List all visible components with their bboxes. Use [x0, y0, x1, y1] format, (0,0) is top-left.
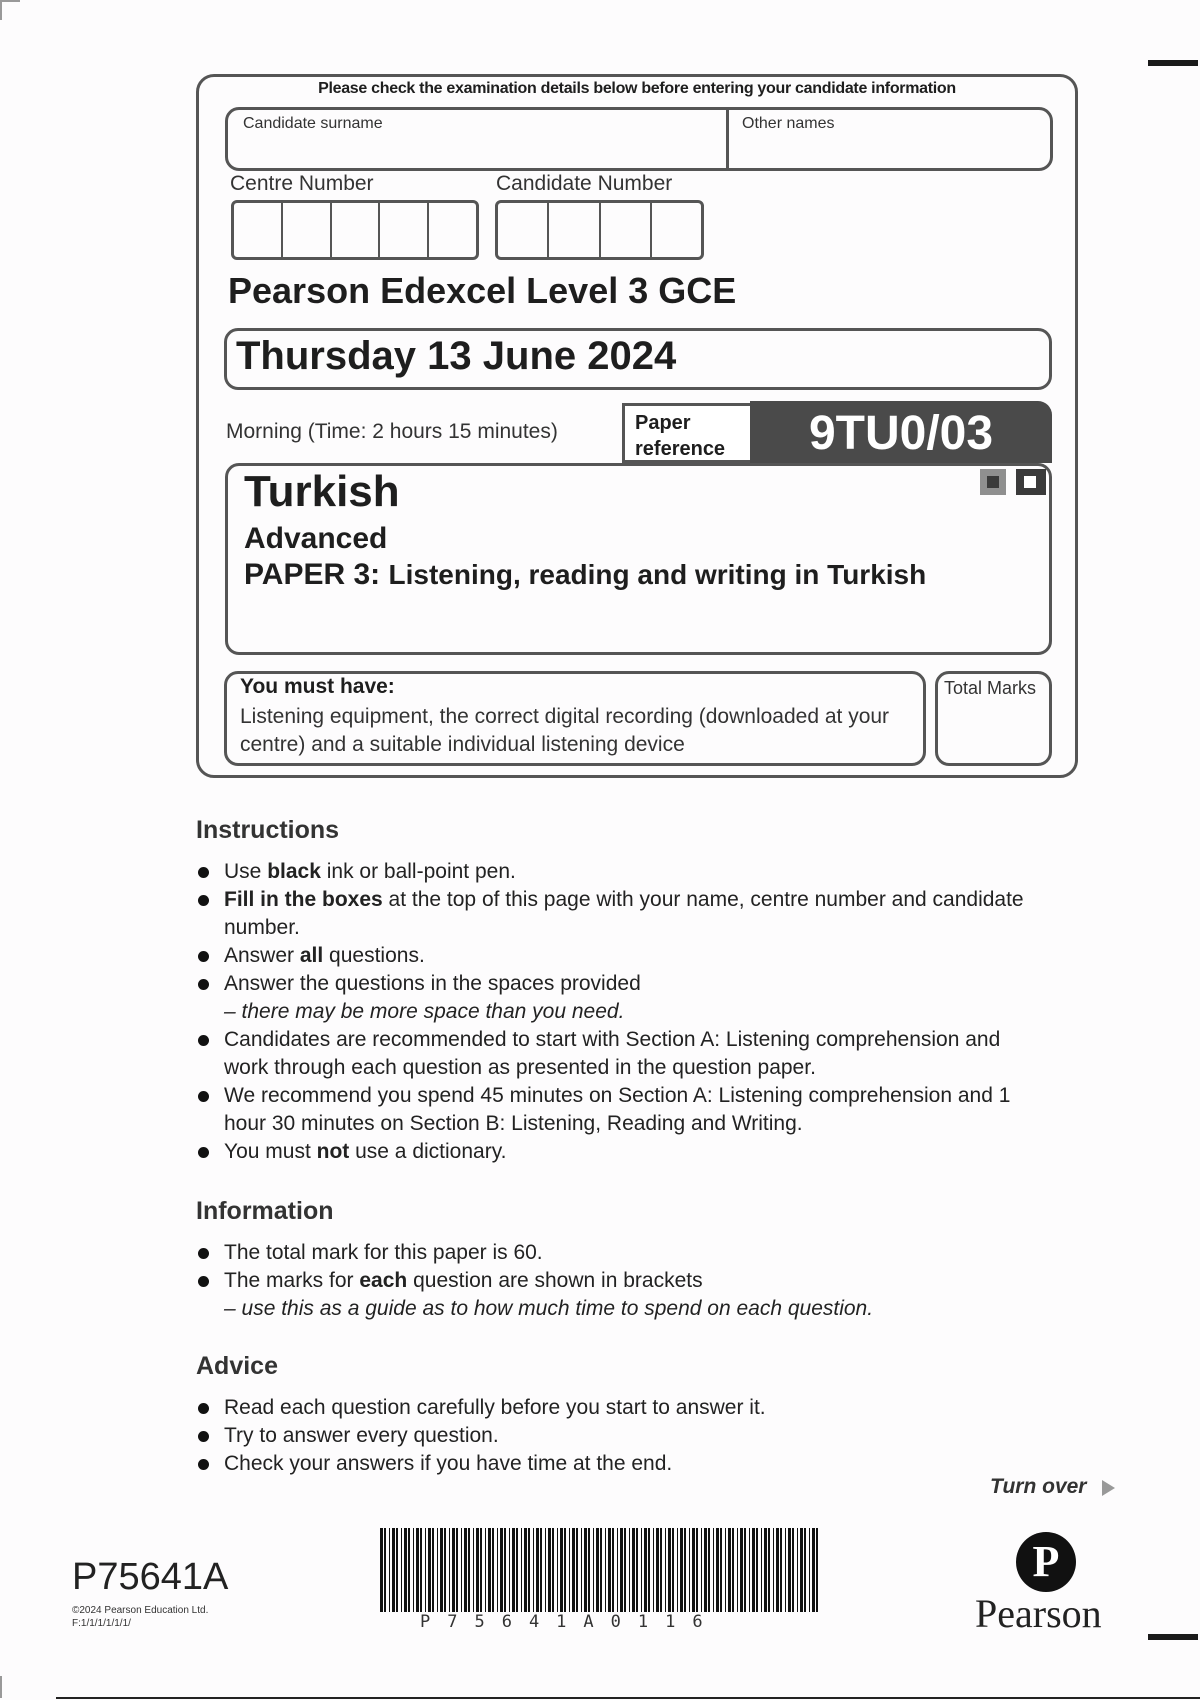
barcode-bar — [701, 1528, 702, 1612]
list-item-pre: Candidates are recommended to start with Section A: Listening comprehension and work through each question as presented in the question paper. — [224, 1028, 1001, 1079]
barcode-bar — [569, 1528, 570, 1612]
centre-number-boxes[interactable] — [231, 200, 479, 260]
barcode-bar — [392, 1528, 395, 1612]
barcode-bar — [764, 1528, 767, 1612]
barcode-bar — [521, 1528, 522, 1612]
list-item — [196, 1267, 1046, 1323]
barcode-bar — [440, 1528, 443, 1612]
barcode-bar — [492, 1528, 494, 1612]
candidate-number-boxes[interactable] — [495, 200, 704, 260]
barcode-bar — [425, 1528, 426, 1612]
paper-reference-label-line2: reference — [635, 438, 726, 460]
candidate-number-cell[interactable] — [498, 203, 549, 257]
barcode-bar — [444, 1528, 446, 1612]
registration-mark-bottom — [1148, 1634, 1198, 1640]
barcode-bar — [380, 1528, 383, 1612]
barcode-bar — [452, 1528, 455, 1612]
barcode-bar — [773, 1528, 774, 1612]
barcode-bar — [404, 1528, 407, 1612]
barcode-bar — [584, 1528, 587, 1612]
barcode-bar — [720, 1528, 722, 1612]
barcode-bar — [401, 1528, 402, 1612]
barcode-bar — [797, 1528, 798, 1612]
barcode-bar — [432, 1528, 434, 1612]
list-item-pre: Answer the questions in the spaces provided — [224, 972, 641, 995]
check-details-note: Please check the examination details below before entering your candidate information — [318, 80, 956, 97]
barcode-bar — [648, 1528, 650, 1612]
paper-reference-code: 9TU0/03 — [750, 401, 1052, 463]
barcode-bar — [528, 1528, 530, 1612]
paper-marker-icon-inner — [987, 476, 999, 488]
centre-number-cell[interactable] — [283, 203, 332, 257]
barcode-bar — [464, 1528, 467, 1612]
list-item-post: questions. — [323, 944, 425, 967]
list-item — [196, 886, 1046, 942]
registration-mark-top — [1148, 60, 1198, 66]
subject-title: Turkish — [244, 467, 400, 516]
barcode-bar — [408, 1528, 410, 1612]
barcode-bar — [632, 1528, 635, 1612]
barcode — [380, 1528, 820, 1616]
exam-session: Morning (Time: 2 hours 15 minutes) — [226, 420, 558, 443]
barcode-bar — [516, 1528, 518, 1612]
barcode-bar — [737, 1528, 738, 1612]
list-item-pre: The total mark for this paper is 60. — [224, 1241, 543, 1264]
exam-date: Thursday 13 June 2024 — [236, 334, 677, 378]
barcode-bar — [696, 1528, 698, 1612]
barcode-bar — [788, 1528, 791, 1612]
barcode-bar — [545, 1528, 546, 1612]
barcode-bar — [428, 1528, 431, 1612]
barcode-bar — [612, 1528, 614, 1612]
list-item — [196, 1394, 1046, 1422]
barcode-bar — [500, 1528, 503, 1612]
list-item — [196, 942, 1046, 970]
list-item-pre: We recommend you spend 45 minutes on Section A: Listening comprehension and 1 hour 30 minutes on Section B: Listening, Reading and Writing. — [224, 1084, 1011, 1135]
barcode-bar — [564, 1528, 566, 1612]
instructions-list — [196, 858, 1046, 1166]
barcode-bar — [780, 1528, 782, 1612]
list-item — [196, 1082, 1046, 1138]
barcode-bar — [512, 1528, 515, 1612]
candidate-number-label: Candidate Number — [496, 172, 673, 195]
barcode-bar — [396, 1528, 398, 1612]
awarding-body-title: Pearson Edexcel Level 3 GCE — [228, 270, 737, 311]
barcode-bar — [588, 1528, 590, 1612]
paper-marker-icon-dark-inner — [1024, 476, 1036, 488]
barcode-bar — [665, 1528, 666, 1612]
barcode-bar — [812, 1528, 815, 1612]
name-box-divider — [726, 107, 729, 171]
barcode-bar — [744, 1528, 746, 1612]
barcode-bar — [816, 1528, 818, 1612]
barcode-bar — [761, 1528, 762, 1612]
barcode-bar — [656, 1528, 659, 1612]
barcode-bar — [552, 1528, 554, 1612]
bottom-rule — [56, 1697, 1200, 1699]
centre-number-cell[interactable] — [380, 203, 429, 257]
barcode-bar — [509, 1528, 510, 1612]
barcode-bar — [473, 1528, 474, 1612]
list-item-pre: The marks for — [224, 1269, 360, 1292]
candidate-number-cell[interactable] — [549, 203, 600, 257]
list-item-pre: Answer — [224, 944, 300, 967]
list-item-pre: Read each question carefully before you start to answer it. — [224, 1396, 766, 1419]
barcode-bar — [689, 1528, 690, 1612]
barcode-bar — [437, 1528, 438, 1612]
barcode-bar — [540, 1528, 542, 1612]
copyright-block — [72, 1604, 208, 1630]
barcode-bar — [536, 1528, 539, 1612]
barcode-bar — [420, 1528, 422, 1612]
barcode-bar — [624, 1528, 626, 1612]
list-item-sub: – use this as a guide as to how much time to spend on each question. — [224, 1297, 874, 1320]
paper-description: Listening, reading and writing in Turkish — [388, 559, 927, 590]
barcode-bar — [596, 1528, 599, 1612]
barcode-bar — [480, 1528, 482, 1612]
list-item — [196, 1239, 1046, 1267]
barcode-bar — [468, 1528, 470, 1612]
list-item-bold: black — [267, 860, 321, 883]
pearson-logo-word: Pearson — [975, 1591, 1102, 1636]
paper-reference-label-line1: Paper — [635, 412, 691, 434]
turn-over-label: Turn over — [990, 1475, 1087, 1498]
centre-number-label: Centre Number — [230, 172, 374, 195]
list-item-post: ink or ball-point pen. — [320, 860, 516, 883]
barcode-bar — [809, 1528, 810, 1612]
paper-number: PAPER 3: — [244, 558, 381, 591]
list-item-bold: not — [316, 1140, 350, 1163]
barcode-bar — [533, 1528, 534, 1612]
barcode-bar — [749, 1528, 750, 1612]
barcode-bar — [716, 1528, 719, 1612]
barcode-bar — [524, 1528, 527, 1612]
pearson-logo-icon — [1016, 1532, 1076, 1592]
barcode-bar — [605, 1528, 606, 1612]
crop-mark-bottom-left — [0, 1676, 20, 1698]
print-code: F:1/1/1/1/1/1/ — [72, 1618, 131, 1629]
barcode-bar — [497, 1528, 498, 1612]
barcode-bar — [732, 1528, 734, 1612]
list-item-pre: Try to answer every question. — [224, 1424, 499, 1447]
list-item-post: use a dictionary. — [349, 1140, 507, 1163]
list-item-pre: Check your answers if you have time at the end. — [224, 1452, 673, 1475]
barcode-bar — [713, 1528, 714, 1612]
barcode-bar — [725, 1528, 726, 1612]
other-names-label: Other names — [742, 115, 835, 132]
list-item-bold: all — [299, 944, 324, 967]
barcode-bar — [449, 1528, 450, 1612]
must-have-heading: You must have: — [240, 675, 395, 698]
barcode-bar — [389, 1528, 390, 1612]
total-marks-label: Total Marks — [944, 678, 1037, 698]
barcode-bar — [636, 1528, 638, 1612]
list-item — [196, 1422, 1046, 1450]
barcode-bar — [653, 1528, 654, 1612]
barcode-bar — [476, 1528, 479, 1612]
barcode-bar — [800, 1528, 803, 1612]
barcode-bar — [560, 1528, 563, 1612]
barcode-bar — [485, 1528, 486, 1612]
centre-number-cell[interactable] — [234, 203, 283, 257]
barcode-bar — [672, 1528, 674, 1612]
barcode-bar — [776, 1528, 779, 1612]
barcode-bar — [792, 1528, 794, 1612]
barcode-bar — [708, 1528, 710, 1612]
barcode-bar — [456, 1528, 458, 1612]
barcode-bar — [413, 1528, 414, 1612]
barcode-bar — [488, 1528, 491, 1612]
barcode-bar — [608, 1528, 611, 1612]
barcode-bar — [600, 1528, 602, 1612]
barcode-bar — [557, 1528, 558, 1612]
turn-over-arrow-icon — [1102, 1480, 1115, 1496]
barcode-bar — [768, 1528, 770, 1612]
pearson-logo-letter: P — [1032, 1537, 1060, 1586]
candidate-number-cell[interactable] — [601, 203, 652, 257]
barcode-bar — [704, 1528, 707, 1612]
advice-list — [196, 1394, 1046, 1478]
barcode-bar — [641, 1528, 642, 1612]
barcode-bar — [785, 1528, 786, 1612]
barcode-bar — [576, 1528, 578, 1612]
subject-level: Advanced — [244, 522, 388, 555]
list-item-bold: Fill in the boxes — [224, 888, 383, 911]
barcode-bar — [680, 1528, 683, 1612]
list-item — [196, 1026, 1046, 1082]
information-list — [196, 1239, 1046, 1323]
list-item-post: question are shown in brackets — [407, 1269, 703, 1292]
barcode-bar — [504, 1528, 506, 1612]
copyright-line: ©2024 Pearson Education Ltd. — [72, 1605, 209, 1616]
barcode-bar — [548, 1528, 551, 1612]
crop-mark-top-left — [0, 0, 20, 20]
barcode-bar — [684, 1528, 686, 1612]
barcode-bar — [752, 1528, 755, 1612]
list-item-pre: You must — [224, 1140, 317, 1163]
barcode-bar — [572, 1528, 575, 1612]
centre-number-cell[interactable] — [332, 203, 381, 257]
centre-number-cell[interactable] — [429, 203, 476, 257]
list-item-pre: Use — [224, 860, 268, 883]
candidate-number-cell[interactable] — [652, 203, 701, 257]
barcode-bar — [668, 1528, 671, 1612]
barcode-bar — [629, 1528, 630, 1612]
list-item — [196, 858, 1046, 886]
barcode-bar — [728, 1528, 731, 1612]
barcode-bar — [581, 1528, 582, 1612]
paper-title — [244, 558, 926, 592]
barcode-bar — [416, 1528, 419, 1612]
barcode-bar — [461, 1528, 462, 1612]
instructions-heading: Instructions — [196, 816, 340, 844]
advice-heading: Advice — [196, 1352, 278, 1380]
barcode-bar — [644, 1528, 647, 1612]
list-item-sub: – there may be more space than you need. — [224, 1000, 625, 1023]
paper-reference-label — [622, 403, 750, 463]
barcode-bar — [740, 1528, 743, 1612]
barcode-bar — [804, 1528, 806, 1612]
candidate-surname-label: Candidate surname — [243, 115, 383, 132]
list-item — [196, 970, 1046, 1026]
barcode-bar — [617, 1528, 618, 1612]
list-item — [196, 1138, 1046, 1166]
barcode-digits: P75641A0116 — [420, 1612, 720, 1632]
information-heading: Information — [196, 1197, 334, 1225]
barcode-bar — [593, 1528, 594, 1612]
list-item-post: at the top of this page with your name, centre number and candidate number. — [224, 888, 1024, 939]
barcode-bar — [692, 1528, 695, 1612]
barcode-bar — [756, 1528, 758, 1612]
list-item — [196, 1450, 1046, 1478]
barcode-bar — [660, 1528, 662, 1612]
must-have-text: Listening equipment, the correct digital recording (downloaded at your centre) and a suitable individual listening device — [240, 705, 890, 756]
barcode-bar — [677, 1528, 678, 1612]
list-item-bold: each — [359, 1269, 408, 1292]
barcode-bar — [620, 1528, 623, 1612]
paper-code: P75641A — [72, 1556, 229, 1598]
barcode-bar — [384, 1528, 386, 1612]
